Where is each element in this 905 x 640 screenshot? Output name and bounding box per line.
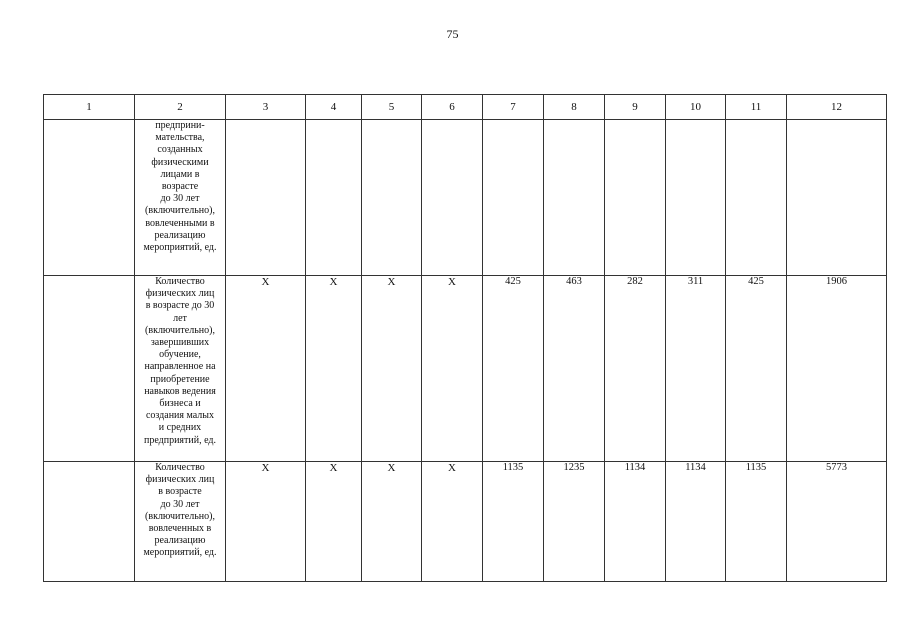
column-header: 6 [422,95,483,120]
indicator-description: Количество физических лиц в возрасте до 30 лет (включительно), вовлеченных в реализацию мероприятий, ед. [135,462,226,582]
row-number-cell [44,276,135,462]
value-cell: 463 [544,276,605,462]
value-cell [544,120,605,276]
value-cell: 425 [483,276,544,462]
header-row [44,95,887,120]
table-row [44,462,887,582]
value-cell: 1235 [544,462,605,582]
value-cell: Х [306,462,362,582]
value-cell [483,120,544,276]
value-cell: Х [422,276,483,462]
value-cell [362,120,422,276]
indicator-description: предприни- мательства, созданных физическими лицами в возрасте до 30 лет (включительно), вовлеченными в реализацию мероприятий, ед. [135,120,226,276]
value-cell: 1134 [605,462,666,582]
column-header: 1 [44,95,135,120]
value-cell: 1134 [666,462,726,582]
value-cell: 1135 [726,462,787,582]
column-header: 3 [226,95,306,120]
value-cell [306,120,362,276]
column-header: 11 [726,95,787,120]
value-cell: Х [362,276,422,462]
column-header: 12 [787,95,887,120]
value-cell: 282 [605,276,666,462]
table-row [44,120,887,276]
value-cell: 1906 [787,276,887,462]
value-cell: 425 [726,276,787,462]
value-cell: Х [422,462,483,582]
value-cell: Х [362,462,422,582]
row-number-cell [44,462,135,582]
value-cell [422,120,483,276]
column-header: 10 [666,95,726,120]
value-cell [605,120,666,276]
value-cell [726,120,787,276]
table-row [44,276,887,462]
data-table [43,94,887,582]
value-cell: Х [226,276,306,462]
row-number-cell [44,120,135,276]
value-cell: Х [226,462,306,582]
page-number: 75 [446,27,459,41]
column-header: 9 [605,95,666,120]
indicator-description: Количество физических лиц в возрасте до 30 лет (включительно), завершивших обучение, направленное на приобретение навыков ведения бизнеса и создания малых и средних предприятий, ед. [135,276,226,462]
column-header: 7 [483,95,544,120]
value-cell [787,120,887,276]
value-cell [666,120,726,276]
value-cell: 1135 [483,462,544,582]
value-cell: Х [306,276,362,462]
column-header: 5 [362,95,422,120]
column-header: 8 [544,95,605,120]
value-cell: 311 [666,276,726,462]
column-header: 4 [306,95,362,120]
value-cell: 5773 [787,462,887,582]
column-header: 2 [135,95,226,120]
value-cell [226,120,306,276]
